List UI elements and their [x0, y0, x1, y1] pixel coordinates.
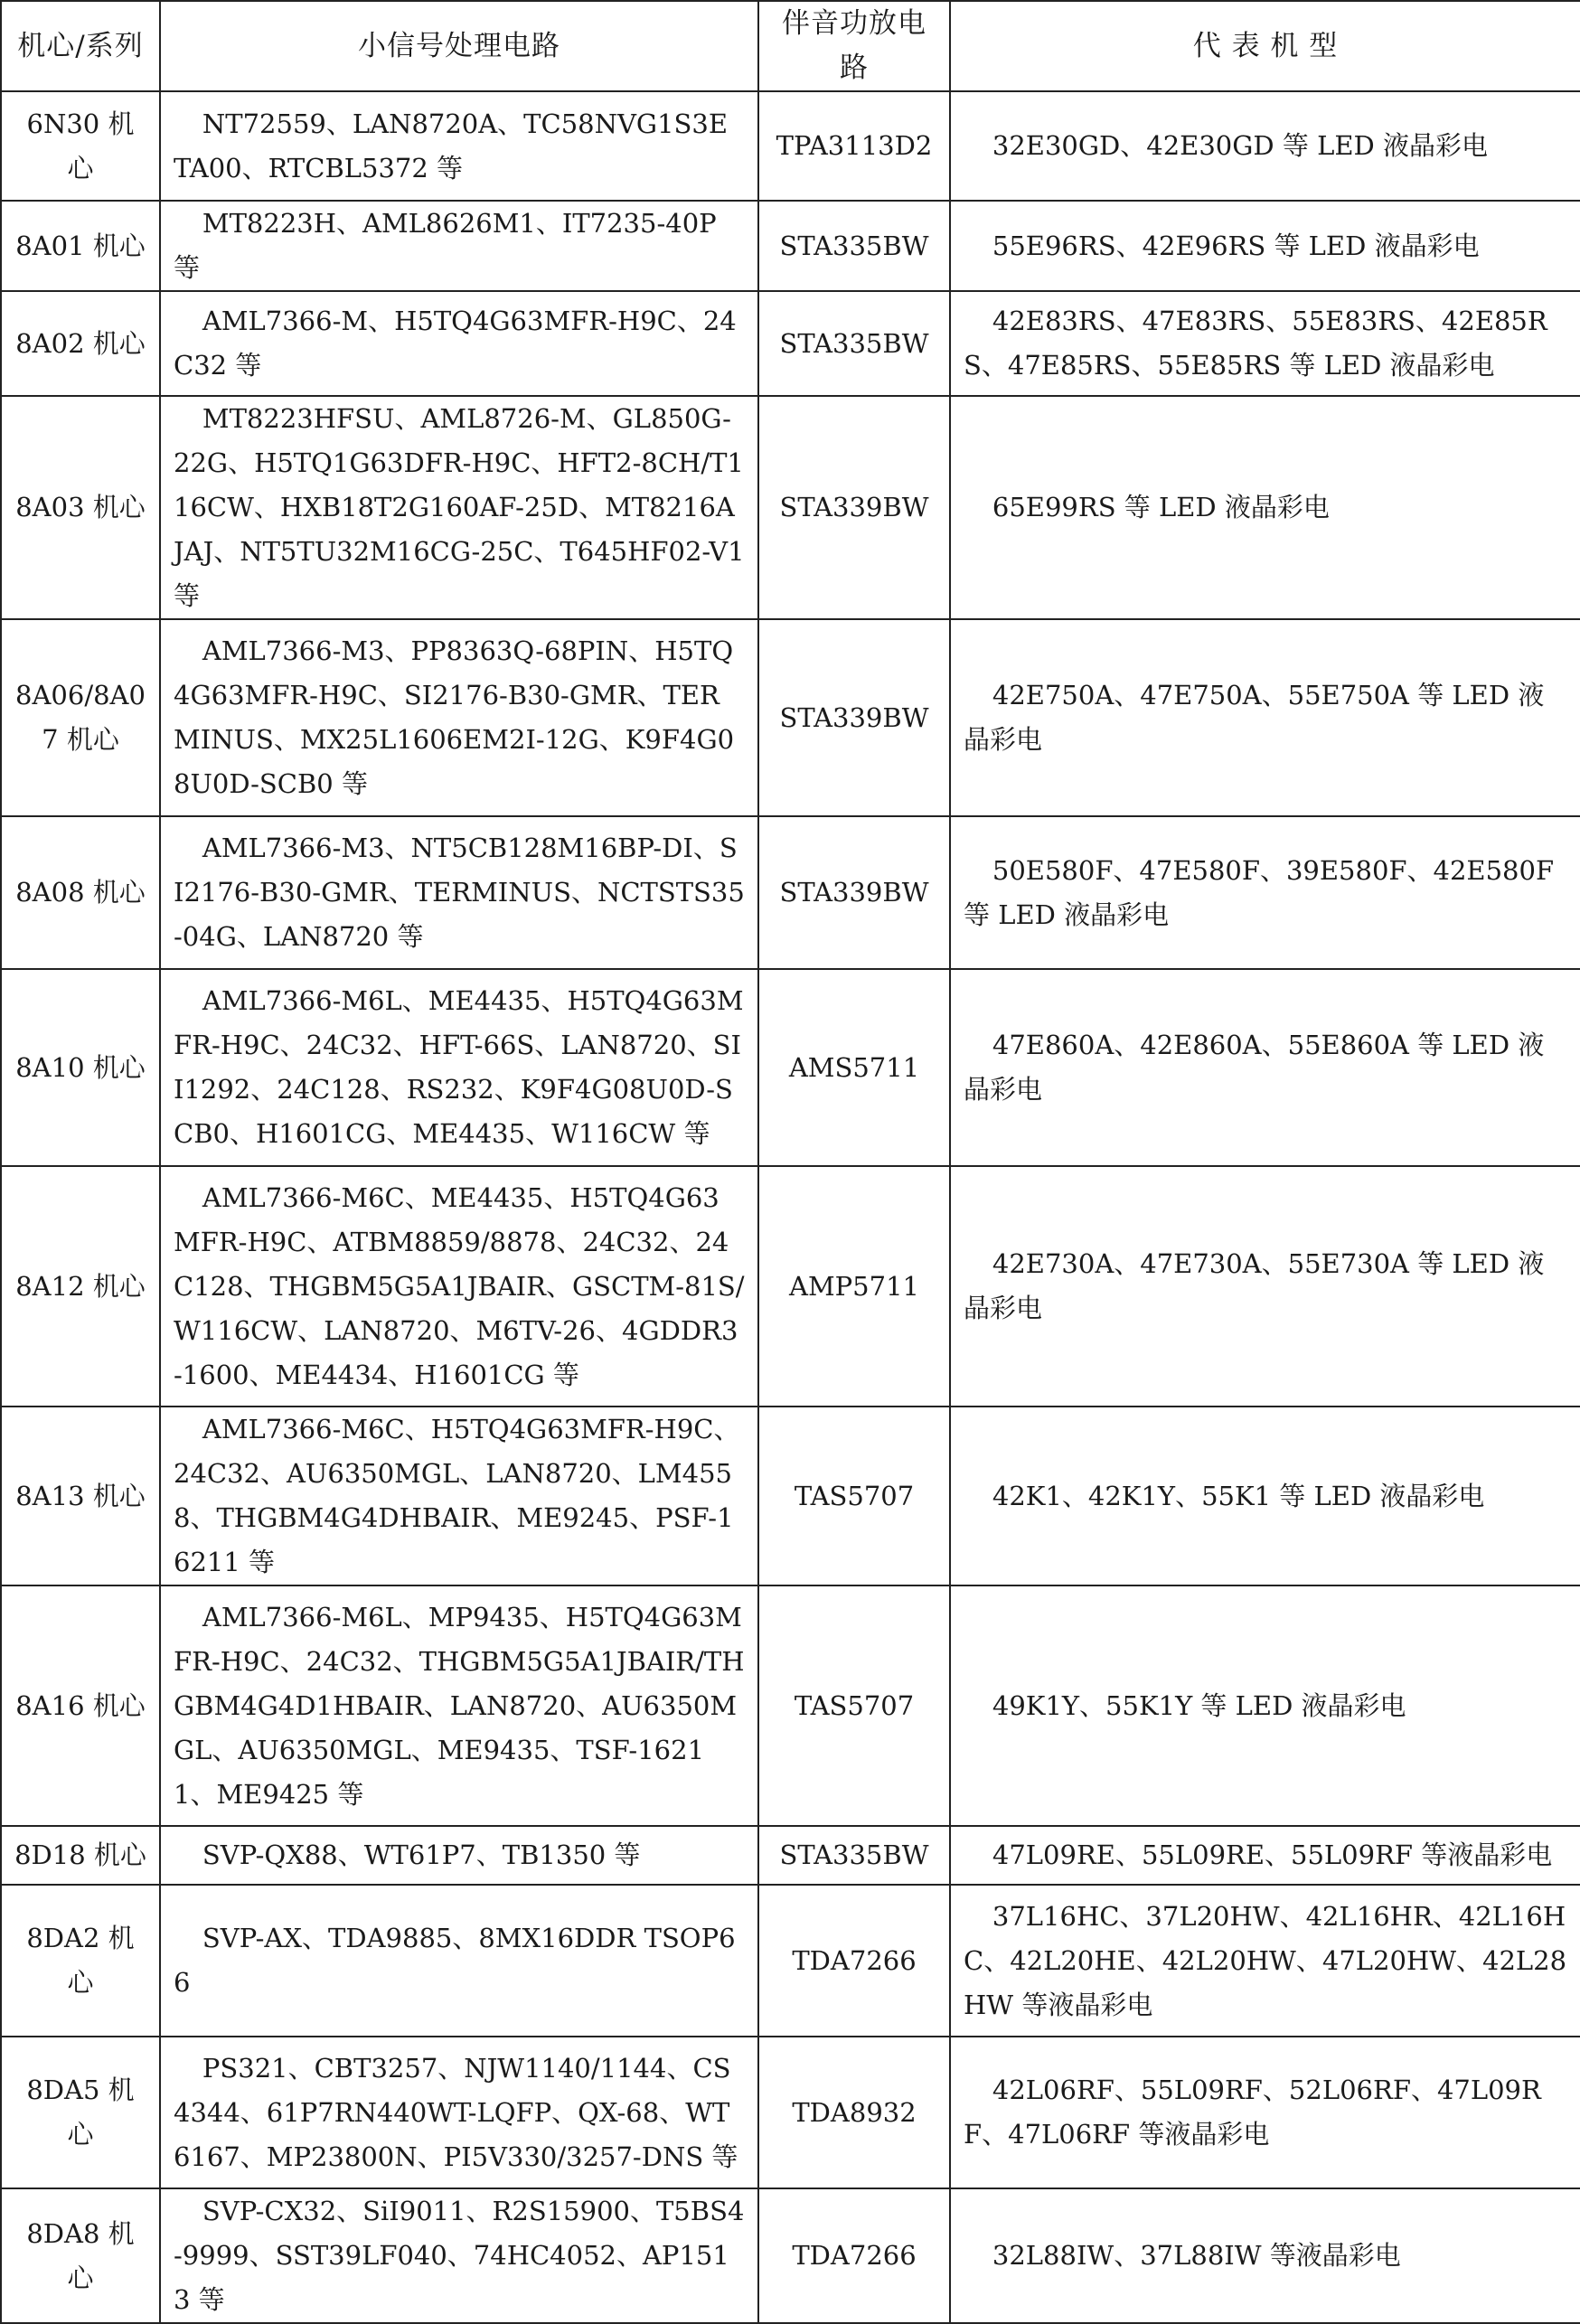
cell-series — [1, 816, 160, 969]
cell-representative-models — [950, 1885, 1580, 2037]
cell-representative-models — [950, 1407, 1580, 1585]
cell-signal-circuit-text: AML7366-M6C、ME4435、H5TQ4G63MFR-H9C、ATBM8859/8878、24C32、24C128、THGBM5G5A1JBAIR、GSCTM-81S/W116CW、LAN8720、M6TV-26、4GDDR3-1600、ME4434、H1601CG 等 — [174, 1181, 745, 1390]
table-header-row — [1, 1, 1580, 91]
cell-series — [1, 1585, 160, 1826]
cell-audio-amplifier-text: STA335BW — [779, 1839, 929, 1870]
table-row — [1, 1407, 1580, 1585]
table-row — [1, 1585, 1580, 1826]
cell-representative-models — [950, 2188, 1580, 2323]
cell-series-text: 8A13 机心 — [15, 1480, 146, 1511]
cell-signal-circuit — [160, 291, 758, 396]
cell-series — [1, 969, 160, 1166]
table-row — [1, 1826, 1580, 1885]
cell-series-text: 6N30 机心 — [26, 108, 135, 183]
table-row — [1, 1166, 1580, 1407]
cell-audio-amplifier — [758, 201, 950, 291]
cell-signal-circuit-text: MT8223HFSU、AML8726-M、GL850G-22G、H5TQ1G63DFR-H9C、HFT2-8CH/T116CW、HXB18T2G160AF-25D、MT8216AJAJ、NT5TU32M16CG-25C、T645HF02-V1 等 — [174, 403, 745, 611]
cell-signal-circuit-text: SVP-CX32、SiI9011、R2S15900、T5BS4-9999、SST39LF040、74HC4052、AP1513 等 — [174, 2196, 745, 2315]
cell-signal-circuit-text: AML7366-M6L、ME4435、H5TQ4G63MFR-H9C、24C32、HFT-66S、LAN8720、SII1292、24C128、RS232、K9F4G08U0D-SCB0、H1601CG、ME4435、W116CW 等 — [174, 985, 744, 1149]
cell-signal-circuit — [160, 816, 758, 969]
cell-signal-circuit-text: SVP-AX、TDA9885、8MX16DDR TSOP66 — [174, 1923, 736, 1998]
cell-signal-circuit-text: PS321、CBT3257、NJW1140/1144、CS4344、61P7RN440WT-LQFP、QX-68、WT6167、MP23800N、PI5V330/3257-DNS 等 — [174, 2052, 738, 2172]
cell-representative-models — [950, 619, 1580, 816]
cell-series-text: 8A10 机心 — [15, 1051, 146, 1083]
cell-representative-models — [950, 1585, 1580, 1826]
cell-representative-models-text: 42E730A、47E730A、55E730A 等 LED 液晶彩电 — [964, 1248, 1545, 1323]
table-row — [1, 2188, 1580, 2323]
cell-audio-amplifier — [758, 1407, 950, 1585]
cell-audio-amplifier — [758, 2037, 950, 2188]
table-row — [1, 969, 1580, 1166]
cell-series — [1, 91, 160, 201]
cell-signal-circuit — [160, 1585, 758, 1826]
cell-representative-models-text: 42K1、42K1Y、55K1 等 LED 液晶彩电 — [992, 1480, 1485, 1511]
cell-representative-models — [950, 91, 1580, 201]
cell-audio-amplifier-text: TDA8932 — [792, 2096, 917, 2128]
cell-audio-amplifier-text: AMS5711 — [788, 1051, 920, 1083]
cell-series-text: 8A02 机心 — [15, 327, 146, 359]
cell-audio-amplifier-text: STA339BW — [779, 492, 929, 522]
cell-signal-circuit-text: MT8223H、AML8626M1、IT7235-40P 等 — [174, 208, 717, 283]
cell-signal-circuit-text: AML7366-M3、NT5CB128M16BP-DI、SI2176-B30-GMR、TERMINUS、NCTSTS35-04G、LAN8720 等 — [174, 833, 745, 952]
table-row — [1, 396, 1580, 619]
header-audio-amplifier: 伴音功放电路 — [758, 1, 950, 91]
header-representative-models: 代 表 机 型 — [950, 1, 1580, 91]
cell-signal-circuit — [160, 396, 758, 619]
cell-audio-amplifier-text: TAS5707 — [794, 1689, 915, 1721]
cell-audio-amplifier — [758, 619, 950, 816]
table-row — [1, 816, 1580, 969]
cell-representative-models — [950, 201, 1580, 291]
cell-audio-amplifier-text: STA335BW — [779, 230, 929, 261]
cell-audio-amplifier — [758, 969, 950, 1166]
cell-representative-models — [950, 291, 1580, 396]
cell-representative-models-text: 50E580F、47E580F、39E580F、42E580F 等 LED 液晶彩电 — [964, 854, 1555, 930]
cell-series — [1, 1885, 160, 2037]
cell-series-text: 8DA5 机心 — [26, 2075, 135, 2150]
cell-signal-circuit — [160, 91, 758, 201]
cell-audio-amplifier — [758, 396, 950, 619]
cell-audio-amplifier — [758, 91, 950, 201]
cell-audio-amplifier-text: TAS5707 — [794, 1480, 915, 1511]
cell-audio-amplifier — [758, 1826, 950, 1885]
cell-audio-amplifier — [758, 1885, 950, 2037]
cell-audio-amplifier — [758, 1166, 950, 1407]
cell-signal-circuit — [160, 1407, 758, 1585]
header-signal-circuit: 小信号处理电路 — [160, 1, 758, 91]
table-row — [1, 291, 1580, 396]
cell-representative-models — [950, 969, 1580, 1166]
table-row — [1, 201, 1580, 291]
cell-representative-models — [950, 1166, 1580, 1407]
cell-series — [1, 619, 160, 816]
header-series: 机心/系列 — [1, 1, 160, 91]
cell-series-text: 8A03 机心 — [15, 492, 146, 522]
cell-audio-amplifier-text: TPA3113D2 — [776, 130, 933, 161]
cell-representative-models-text: 42L06RF、55L09RF、52L06RF、47L09RF、47L06RF 等液晶彩电 — [964, 2075, 1541, 2150]
table-row — [1, 619, 1580, 816]
cell-series-text: 8A06/8A07 机心 — [15, 680, 146, 755]
cell-series-text: 8A08 机心 — [15, 877, 146, 908]
cell-representative-models — [950, 1826, 1580, 1885]
cell-representative-models — [950, 2037, 1580, 2188]
cell-series — [1, 201, 160, 291]
cell-audio-amplifier — [758, 1585, 950, 1826]
cell-signal-circuit-text: AML7366-M6L、MP9435、H5TQ4G63MFR-H9C、24C32、THGBM5G5A1JBAIR/THGBM4G4D1HBAIR、LAN8720、AU6350MGL、AU6350MGL、ME9435、TSF-16211、ME9425 等 — [174, 1601, 745, 1810]
cell-signal-circuit-text: NT72559、LAN8720A、TC58NVG1S3ETA00、RTCBL5372 等 — [174, 108, 729, 183]
cell-series — [1, 1826, 160, 1885]
cell-signal-circuit — [160, 1826, 758, 1885]
cell-representative-models-text: 55E96RS、42E96RS 等 LED 液晶彩电 — [992, 230, 1480, 261]
cell-signal-circuit — [160, 201, 758, 291]
cell-series — [1, 1407, 160, 1585]
cell-signal-circuit-text: AML7366-M6C、H5TQ4G63MFR-H9C、24C32、AU6350MGL、LAN8720、LM4558、THGBM4G4DHBAIR、ME9245、PSF-16211 等 — [174, 1414, 740, 1577]
cell-signal-circuit — [160, 969, 758, 1166]
cell-series — [1, 2037, 160, 2188]
table-body — [1, 91, 1580, 2323]
cell-audio-amplifier-text: STA339BW — [779, 701, 929, 733]
cell-audio-amplifier-text: STA335BW — [779, 327, 929, 359]
cell-series-text: 8D18 机心 — [14, 1839, 146, 1870]
cell-audio-amplifier — [758, 2188, 950, 2323]
cell-representative-models-text: 49K1Y、55K1Y 等 LED 液晶彩电 — [992, 1689, 1406, 1721]
cell-representative-models-text: 42E83RS、47E83RS、55E83RS、42E85RS、47E85RS、55E85RS 等 LED 液晶彩电 — [964, 306, 1547, 381]
cell-representative-models-text: 47E860A、42E860A、55E860A 等 LED 液晶彩电 — [964, 1030, 1545, 1105]
cell-series-text: 8A01 机心 — [15, 230, 146, 261]
cell-audio-amplifier-text: TDA7266 — [792, 1944, 917, 1976]
cell-signal-circuit — [160, 1166, 758, 1407]
cell-audio-amplifier-text: STA339BW — [779, 877, 929, 908]
cell-signal-circuit — [160, 2188, 758, 2323]
cell-signal-circuit — [160, 619, 758, 816]
cell-series-text: 8A16 机心 — [15, 1689, 146, 1721]
table-row — [1, 1885, 1580, 2037]
cell-series — [1, 396, 160, 619]
cell-signal-circuit-text: AML7366-M、H5TQ4G63MFR-H9C、24C32 等 — [174, 306, 737, 381]
cell-series-text: 8DA8 机心 — [26, 2217, 135, 2293]
cell-series — [1, 2188, 160, 2323]
cell-series-text: 8DA2 机心 — [26, 1923, 135, 1998]
cell-series-text: 8A12 机心 — [15, 1270, 146, 1302]
cell-signal-circuit-text: AML7366-M3、PP8363Q-68PIN、H5TQ4G63MFR-H9C、SI2176-B30-GMR、TERMINUS、MX25L1606EM2I-12G、K9F4G08U0D-SCB0 等 — [174, 635, 735, 799]
cell-audio-amplifier-text: TDA7266 — [792, 2240, 917, 2271]
table-row — [1, 91, 1580, 201]
cell-series — [1, 291, 160, 396]
cell-representative-models — [950, 816, 1580, 969]
cell-representative-models-text: 32E30GD、42E30GD 等 LED 液晶彩电 — [992, 130, 1489, 161]
cell-representative-models-text: 65E99RS 等 LED 液晶彩电 — [992, 492, 1330, 522]
cell-signal-circuit-text: SVP-QX88、WT61P7、TB1350 等 — [202, 1839, 641, 1870]
cell-audio-amplifier-text: AMP5711 — [789, 1270, 919, 1302]
table-row — [1, 2037, 1580, 2188]
cell-audio-amplifier — [758, 816, 950, 969]
cell-representative-models-text: 37L16HC、37L20HW、42L16HR、42L16HC、42L20HE、42L20HW、47L20HW、42L28HW 等液晶彩电 — [964, 1900, 1567, 2020]
cell-series — [1, 1166, 160, 1407]
cell-signal-circuit — [160, 1885, 758, 2037]
cell-representative-models-text: 42E750A、47E750A、55E750A 等 LED 液晶彩电 — [964, 680, 1545, 755]
cell-representative-models-text: 47L09RE、55L09RE、55L09RF 等液晶彩电 — [992, 1839, 1553, 1870]
cell-audio-amplifier — [758, 291, 950, 396]
cell-signal-circuit — [160, 2037, 758, 2188]
cell-representative-models-text: 32L88IW、37L88IW 等液晶彩电 — [992, 2240, 1401, 2271]
cell-representative-models — [950, 396, 1580, 619]
